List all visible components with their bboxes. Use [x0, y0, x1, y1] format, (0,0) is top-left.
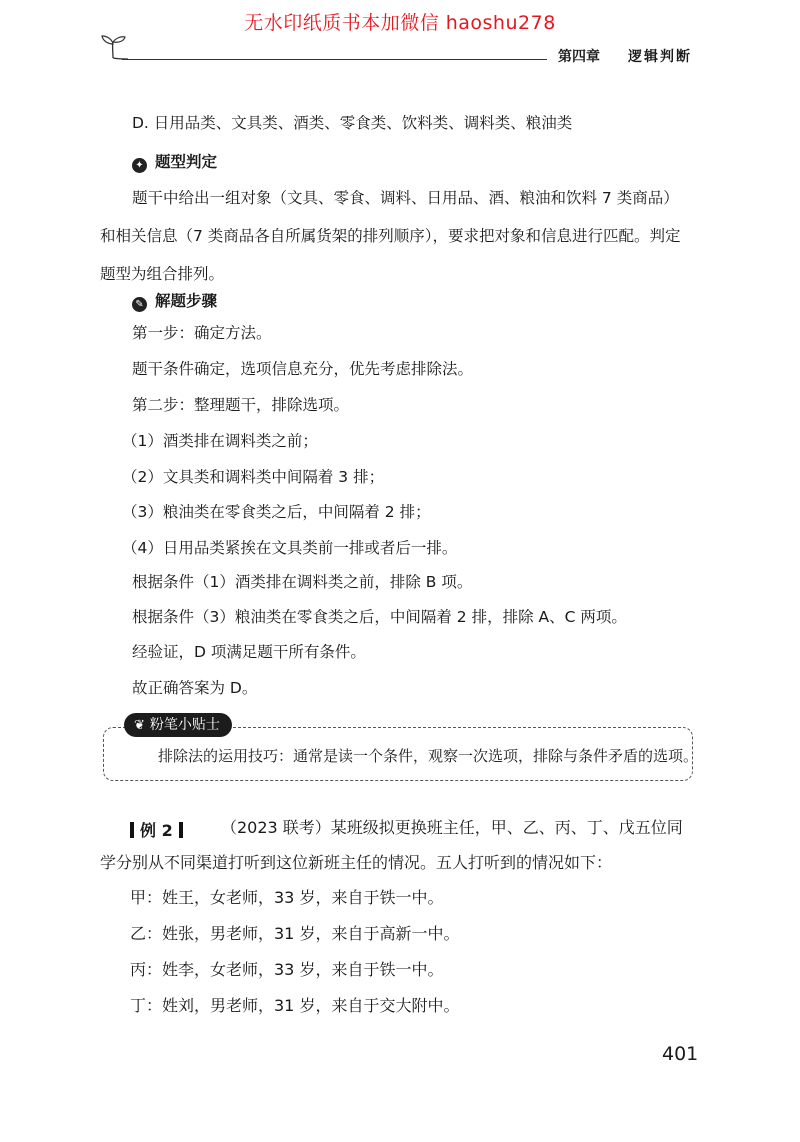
tip-badge [124, 713, 232, 737]
option-d: D. 日用品类、文具类、酒类、零食类、饮料类、调料类、粮油类 [132, 114, 573, 132]
solution-line: 题干条件确定，选项信息充分，优先考虑排除法。 [132, 360, 474, 378]
header-chapter: 第四章 [558, 49, 600, 65]
solution-line: 根据条件（1）酒类排在调料类之前，排除 B 项。 [132, 573, 473, 591]
example2-item: 丙：姓李，女老师，33 岁，来自于铁一中。 [130, 960, 444, 979]
example2-question: （2023 联考）某班级拟更换班主任，甲、乙、丙、丁、戊五位同学分别从不同渠道打听到这位新班主任的情况。五人打听到的情况如下： [100, 818, 683, 872]
type-judgment-text: 题干中给出一组对象（文具、零食、调料、日用品、酒、粮油和饮料 7 类商品）和相关信息（7 类商品各自所属货架的排列顺序），要求把对象和信息进行匹配。判定题型为组合排列。 [100, 189, 681, 283]
watermark-text: 无水印纸质书本加微信 haoshu278 [244, 12, 556, 34]
solution-line: 第一步：确定方法。 [132, 324, 272, 342]
lightbulb-icon: ✦ [132, 158, 147, 173]
solution-heading [132, 289, 217, 312]
solution-line: 故正确答案为 D。 [132, 679, 258, 697]
pen-icon: ✎ [132, 297, 147, 312]
tip-badge-label: 粉笔小贴士 [149, 717, 220, 733]
sprout-small-icon: ❦ [134, 718, 145, 733]
solution-line: （4）日用品类紧挨在文具类前一排或者后一排。 [122, 539, 458, 557]
sprout-icon [98, 30, 128, 60]
header-section: 逻辑判断 [628, 49, 692, 65]
header-rule [122, 59, 547, 60]
solution-title: 解题步骤 [155, 292, 218, 310]
tip-text: 排除法的运用技巧：通常是读一个条件，观察一次选项，排除与条件矛盾的选项。 [158, 747, 699, 765]
example2-item: 丁：姓刘，男老师，31 岁，来自于交大附中。 [130, 996, 460, 1015]
solution-line: （1）酒类排在调料类之前； [122, 432, 318, 450]
example2-label: 例 2 [140, 821, 173, 840]
solution-line: （2）文具类和调料类中间隔着 3 排； [122, 468, 385, 486]
solution-line: 第二步：整理题干，排除选项。 [132, 396, 350, 414]
solution-line: （3）粮油类在零食类之后，中间隔着 2 排； [122, 503, 431, 521]
type-judgment-title: 题型判定 [155, 153, 218, 171]
solution-line: 经验证，D 项满足题干所有条件。 [132, 643, 366, 661]
type-judgment-heading [132, 150, 217, 173]
example2-item: 甲：姓王，女老师，33 岁，来自于铁一中。 [130, 888, 444, 907]
solution-line: 根据条件（3）粮油类在零食类之后，中间隔着 2 排，排除 A、C 两项。 [132, 608, 627, 626]
page-number: 401 [662, 1043, 699, 1065]
example2-item: 乙：姓张，男老师，31 岁，来自于高新一中。 [130, 924, 460, 943]
